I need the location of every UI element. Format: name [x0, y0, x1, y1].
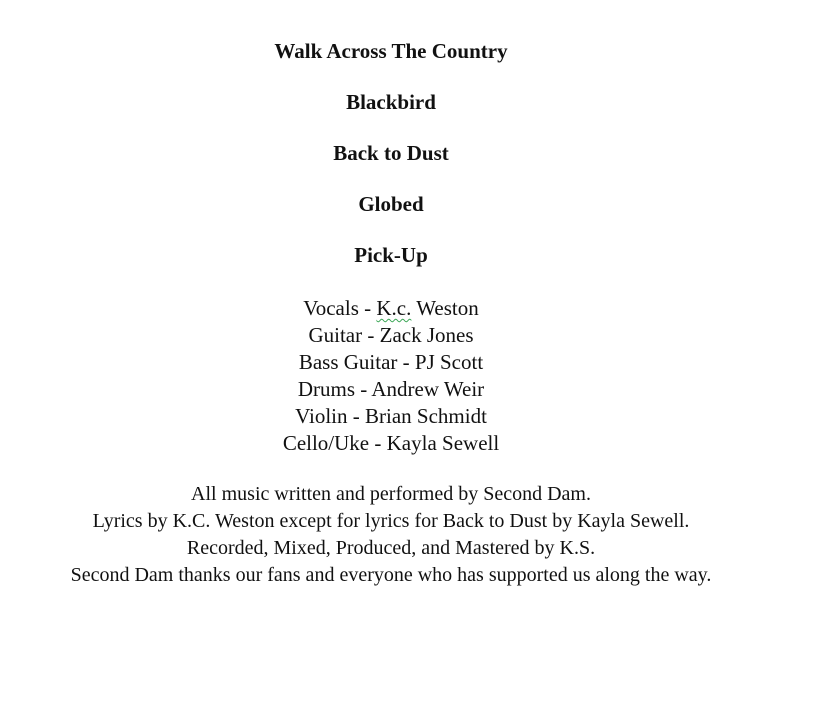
- note-line: All music written and performed by Second Dam.: [191, 483, 591, 505]
- credit-separator: -: [362, 323, 380, 347]
- credit-name-suffix: Weston: [411, 296, 479, 320]
- credit-name: Brian Schmidt: [365, 404, 487, 428]
- credit-line: [0, 430, 782, 457]
- credit-role: Cello/Uke: [282, 431, 370, 455]
- credit-line: [0, 403, 782, 430]
- credit-separator: -: [358, 296, 377, 320]
- credit-line: [0, 349, 782, 376]
- credit-separator: -: [347, 404, 365, 428]
- band-credits: [0, 295, 782, 457]
- credit-separator: -: [397, 350, 415, 374]
- credit-role: Vocals: [303, 296, 359, 320]
- credit-separator: -: [355, 377, 372, 401]
- credit-role: Violin: [295, 404, 348, 428]
- production-notes: [0, 481, 782, 589]
- track-title: Globed: [358, 192, 424, 216]
- track-list: [0, 38, 782, 293]
- track-title: Walk Across The Country: [274, 39, 508, 63]
- credit-name: Kayla Sewell: [386, 431, 500, 455]
- credit-role: Drums: [297, 377, 355, 401]
- credit-separator: -: [369, 431, 387, 455]
- track-title: Blackbird: [346, 90, 436, 114]
- credit-role: Guitar: [308, 323, 363, 347]
- credit-name: Zack Jones: [379, 323, 474, 347]
- track-title: Pick-Up: [354, 243, 428, 267]
- note-line: Recorded, Mixed, Produced, and Mastered by K.S.: [186, 537, 596, 559]
- credit-line: [0, 322, 782, 349]
- credit-role: Bass Guitar: [298, 350, 398, 374]
- note-line: Lyrics by K.C. Weston except for lyrics for Back to Dust by Kayla Sewell.: [92, 510, 690, 532]
- thanks-line: Second Dam thanks our fans and everyone who has supported us along the way.: [70, 564, 712, 586]
- credit-line: [0, 376, 782, 403]
- spellcheck-marked-name: K.c.: [376, 296, 412, 320]
- credit-line: [0, 295, 782, 322]
- credit-name: PJ Scott: [414, 350, 484, 374]
- credit-name: Andrew Weir: [371, 377, 485, 401]
- track-title: Back to Dust: [333, 141, 449, 165]
